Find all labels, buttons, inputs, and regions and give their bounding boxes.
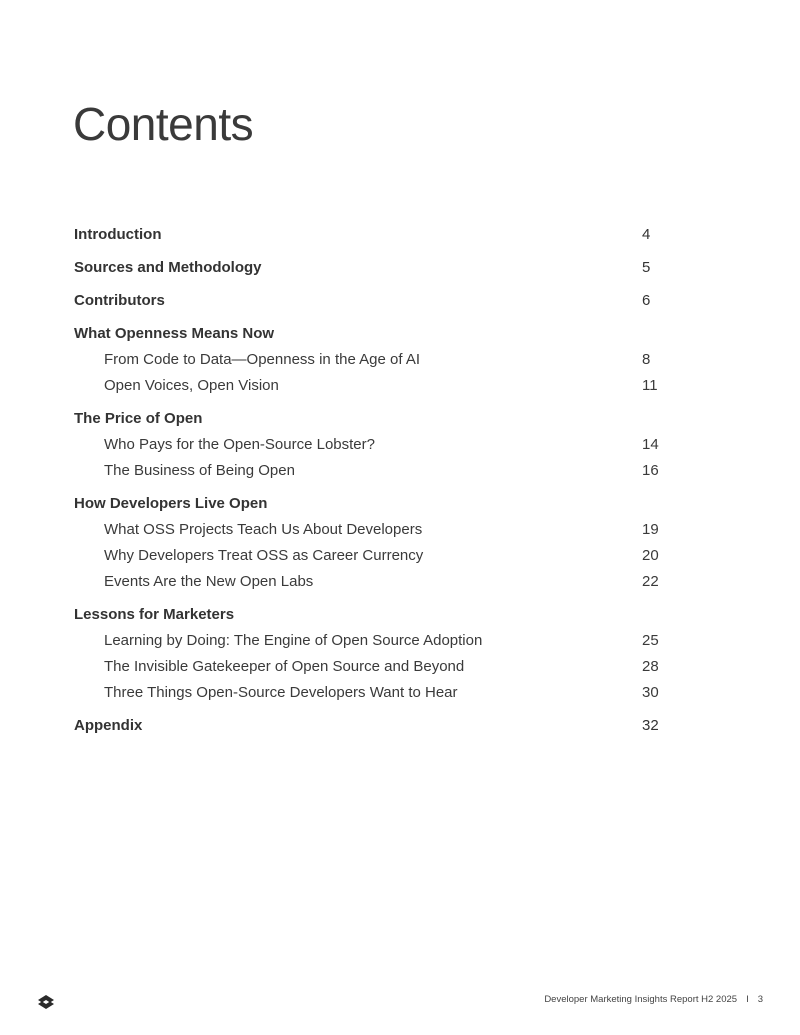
toc-entry-title: Learning by Doing: The Engine of Open Source Adoption xyxy=(104,632,483,649)
toc-page-number: 11 xyxy=(642,377,658,394)
footer-separator: I xyxy=(746,994,749,1005)
brand-logo-icon xyxy=(37,994,55,1010)
toc-section[interactable] xyxy=(74,602,664,628)
toc-page-number: 16 xyxy=(642,462,659,479)
toc-entry-title: Lessons for Marketers xyxy=(74,606,235,623)
toc-entry[interactable] xyxy=(74,543,664,569)
toc-page-number: 32 xyxy=(642,717,659,734)
toc-page-number: 22 xyxy=(642,573,659,590)
toc-page-number: 25 xyxy=(642,632,659,649)
toc-section[interactable] xyxy=(74,255,664,281)
toc-entry[interactable] xyxy=(74,432,664,458)
toc-entry[interactable] xyxy=(74,517,664,543)
toc-entry-title: What OSS Projects Teach Us About Developers xyxy=(104,521,423,538)
toc-section[interactable] xyxy=(74,222,664,248)
toc-section[interactable] xyxy=(74,288,664,314)
table-of-contents xyxy=(74,222,664,739)
toc-page-number: 20 xyxy=(642,547,659,564)
toc-page-number: 28 xyxy=(642,658,659,675)
toc-entry-title: What Openness Means Now xyxy=(74,325,275,342)
page-title: Contents xyxy=(73,98,254,150)
toc-section[interactable] xyxy=(74,321,664,347)
toc-entry-title: Three Things Open-Source Developers Want to Hear xyxy=(104,684,458,701)
toc-entry[interactable] xyxy=(74,458,664,484)
toc-entry-title: Open Voices, Open Vision xyxy=(104,377,279,394)
toc-page-number: 19 xyxy=(642,521,659,538)
toc-entry-title: The Invisible Gatekeeper of Open Source and Beyond xyxy=(104,658,465,675)
toc-entry[interactable] xyxy=(74,628,664,654)
toc-page-number: 14 xyxy=(642,436,659,453)
toc-entry-title: Who Pays for the Open-Source Lobster? xyxy=(104,436,375,453)
toc-page-number: 30 xyxy=(642,684,659,701)
toc-entry-title: Events Are the New Open Labs xyxy=(104,573,314,590)
toc-entry[interactable] xyxy=(74,373,664,399)
toc-section[interactable] xyxy=(74,713,664,739)
toc-page-number: 8 xyxy=(642,351,651,368)
toc-entry[interactable] xyxy=(74,569,664,595)
toc-entry-title: From Code to Data—Openness in the Age of AI xyxy=(104,351,421,368)
toc-entry-title: Sources and Methodology xyxy=(74,259,262,276)
toc-entry-title: Contributors xyxy=(74,292,165,309)
toc-entry-title: How Developers Live Open xyxy=(74,495,268,512)
toc-section[interactable] xyxy=(74,406,664,432)
toc-section[interactable] xyxy=(74,491,664,517)
footer-page-number: 3 xyxy=(757,994,763,1005)
footer-report-title: Developer Marketing Insights Report H2 2025 xyxy=(544,994,738,1005)
toc-entry[interactable] xyxy=(74,654,664,680)
toc-entry-title: Appendix xyxy=(74,717,143,734)
toc-page-number: 4 xyxy=(642,226,651,243)
toc-entry-title: Why Developers Treat OSS as Career Currency xyxy=(104,547,424,564)
toc-page-number: 5 xyxy=(642,259,651,276)
toc-entry-title: The Business of Being Open xyxy=(104,462,295,479)
toc-entry-title: The Price of Open xyxy=(74,410,203,427)
toc-entry[interactable] xyxy=(74,680,664,706)
toc-page-number: 6 xyxy=(642,292,651,309)
page-footer xyxy=(544,994,763,1005)
toc-entry-title: Introduction xyxy=(74,226,162,243)
toc-entry[interactable] xyxy=(74,347,664,373)
